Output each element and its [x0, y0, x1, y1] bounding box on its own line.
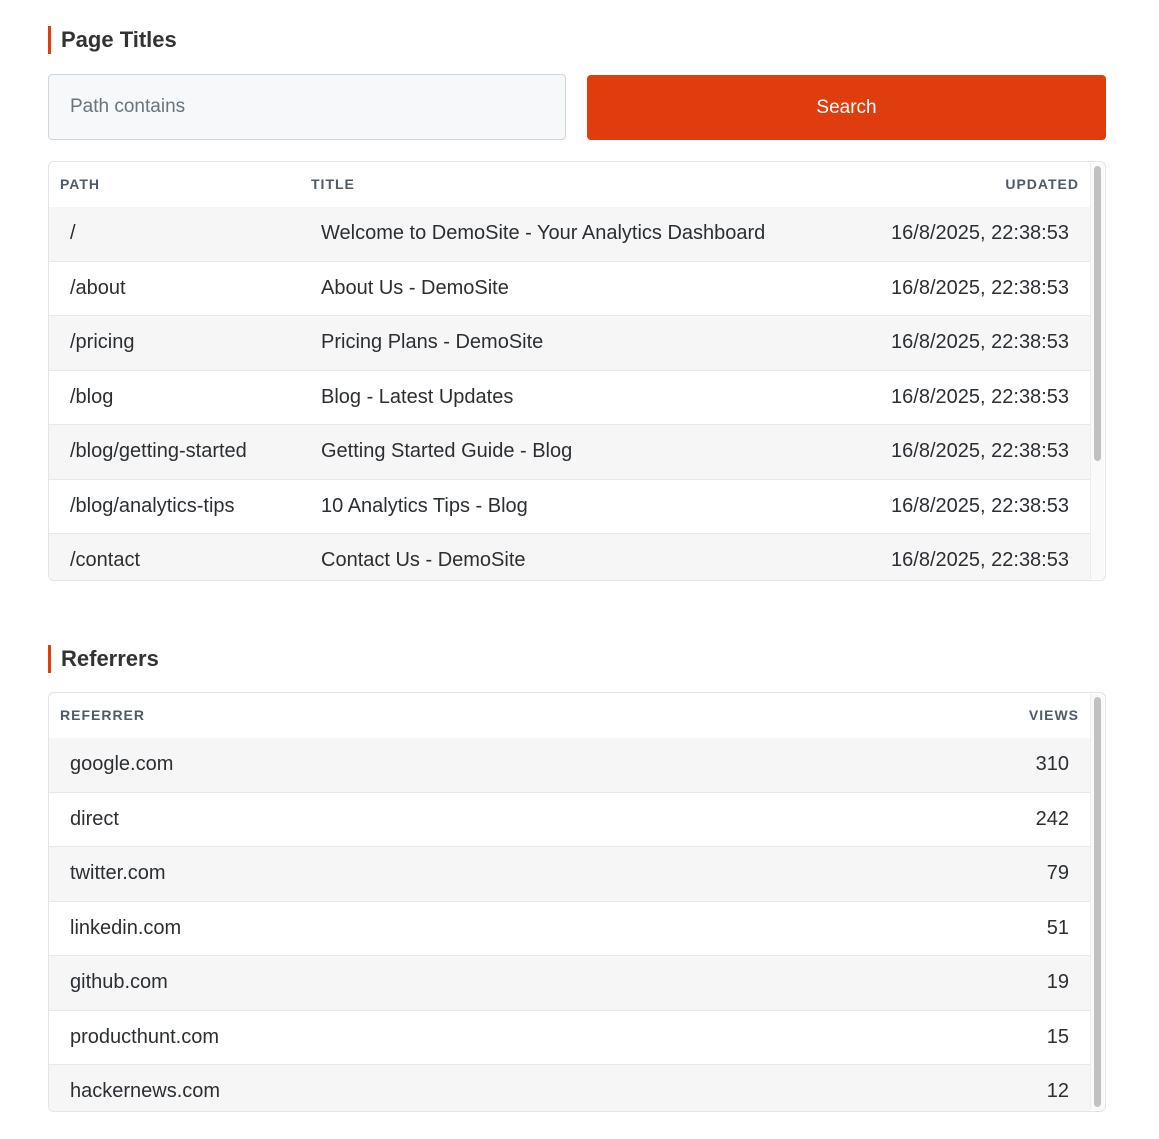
- cell-updated: 16/8/2025, 22:38:53: [891, 440, 1069, 462]
- cell-referrer: google.com: [70, 753, 174, 775]
- cell-path: /blog/analytics-tips: [70, 494, 235, 517]
- table-row[interactable]: [49, 316, 1090, 371]
- referrers-table: [48, 692, 1106, 1112]
- page-titles-table: [48, 161, 1106, 581]
- page-titles-table-body: [49, 207, 1090, 581]
- table-row[interactable]: [49, 1065, 1090, 1112]
- cell-title: 10 Analytics Tips - Blog: [321, 494, 528, 517]
- table-row[interactable]: [49, 793, 1090, 848]
- cell-updated: 16/8/2025, 22:38:53: [891, 222, 1069, 244]
- column-header-referrer[interactable]: REFERRER: [60, 707, 146, 723]
- cell-views: 242: [1035, 807, 1069, 830]
- cell-views: 15: [1046, 1025, 1069, 1048]
- cell-views: 19: [1046, 971, 1069, 993]
- cell-title: Welcome to DemoSite - Your Analytics Dashboard: [321, 222, 766, 244]
- cell-path: /blog: [70, 385, 114, 408]
- table-row[interactable]: [49, 207, 1090, 262]
- table-row[interactable]: [49, 1011, 1090, 1066]
- table-row[interactable]: [49, 956, 1090, 1011]
- page-titles-scrollbar[interactable]: [1090, 163, 1104, 579]
- cell-path: /pricing: [70, 331, 135, 353]
- referrers-heading: Referrers: [48, 645, 159, 673]
- referrers-scrollbar[interactable]: [1090, 694, 1104, 1110]
- path-search-input[interactable]: [48, 74, 566, 140]
- cell-views: 51: [1046, 916, 1069, 939]
- page-titles-table-header: [49, 162, 1090, 208]
- cell-referrer: linkedin.com: [70, 916, 182, 939]
- column-header-title[interactable]: TITLE: [311, 176, 355, 192]
- cell-views: 12: [1046, 1080, 1069, 1102]
- column-header-updated[interactable]: UPDATED: [1005, 176, 1079, 192]
- page-titles-scroll-thumb[interactable]: [1094, 166, 1101, 461]
- table-row[interactable]: [49, 480, 1090, 535]
- cell-updated: 16/8/2025, 22:38:53: [891, 385, 1069, 408]
- cell-title: Contact Us - DemoSite: [321, 549, 526, 571]
- cell-updated: 16/8/2025, 22:38:53: [891, 549, 1069, 571]
- cell-title: Getting Started Guide - Blog: [321, 440, 573, 462]
- table-row[interactable]: [49, 738, 1090, 793]
- cell-path: /contact: [70, 549, 141, 571]
- cell-updated: 16/8/2025, 22:38:53: [891, 494, 1069, 517]
- table-row[interactable]: [49, 847, 1090, 902]
- cell-path: /blog/getting-started: [70, 440, 247, 462]
- cell-path: /about: [70, 276, 126, 299]
- table-row[interactable]: [49, 262, 1090, 317]
- cell-views: 79: [1046, 862, 1069, 884]
- cell-referrer: twitter.com: [70, 862, 166, 884]
- cell-referrer: producthunt.com: [70, 1025, 219, 1048]
- page-titles-heading: Page Titles: [48, 26, 177, 54]
- referrers-scroll-thumb[interactable]: [1094, 697, 1101, 1107]
- cell-referrer: hackernews.com: [70, 1080, 221, 1102]
- cell-referrer: github.com: [70, 971, 168, 993]
- table-row[interactable]: [49, 371, 1090, 426]
- cell-views: 310: [1035, 753, 1069, 775]
- cell-title: Blog - Latest Updates: [321, 385, 514, 408]
- referrers-table-body: [49, 738, 1090, 1112]
- column-header-path[interactable]: PATH: [60, 176, 101, 192]
- column-header-views[interactable]: VIEWS: [1028, 707, 1079, 723]
- search-button[interactable]: Search: [587, 75, 1106, 140]
- table-row[interactable]: [49, 534, 1090, 581]
- cell-updated: 16/8/2025, 22:38:53: [891, 276, 1069, 299]
- cell-path: /: [70, 222, 76, 244]
- referrers-table-header: [49, 693, 1090, 739]
- cell-updated: 16/8/2025, 22:38:53: [891, 331, 1069, 353]
- table-row[interactable]: [49, 425, 1090, 480]
- table-row[interactable]: [49, 902, 1090, 957]
- cell-referrer: direct: [70, 807, 119, 830]
- cell-title: About Us - DemoSite: [321, 276, 509, 299]
- cell-title: Pricing Plans - DemoSite: [321, 331, 544, 353]
